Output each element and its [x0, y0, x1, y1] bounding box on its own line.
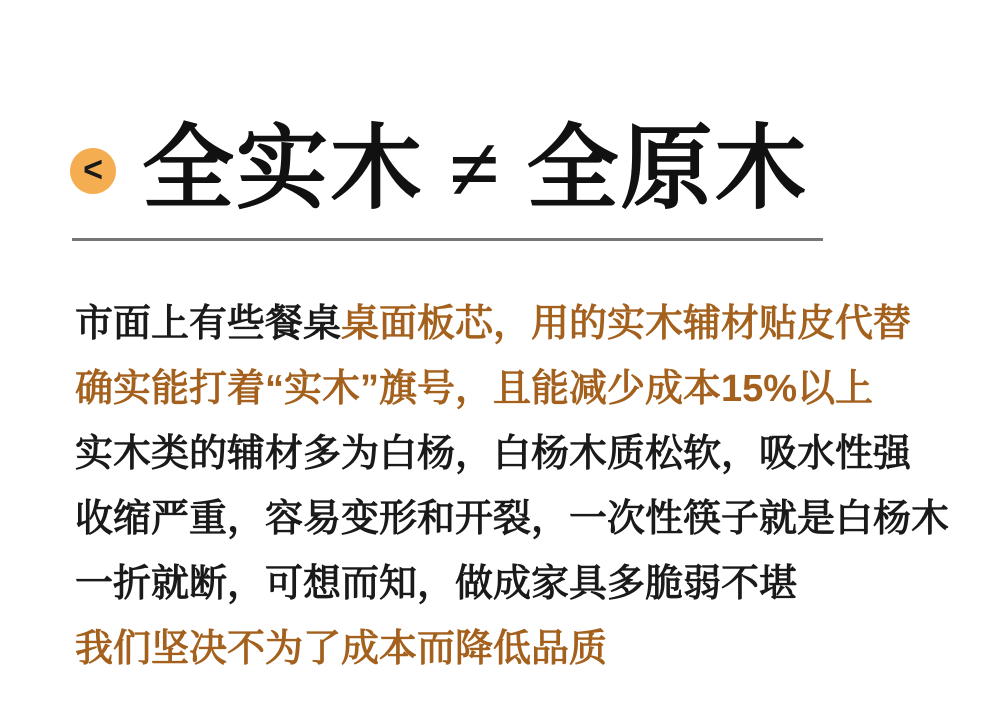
text-segment: 市面上有些餐桌 — [75, 303, 342, 345]
paragraph-line-1 — [75, 292, 935, 357]
chevron-left-icon: < — [83, 150, 103, 190]
text-segment: 收缩严重，容易变形和开裂，一次性筷子就是白杨木 — [75, 498, 950, 540]
paragraph-line-2 — [75, 357, 935, 422]
text-segment: 一折就断，可想而知，做成家具多脆弱不堪 — [75, 563, 798, 605]
paragraph-line-5 — [75, 552, 935, 617]
paragraph-line-4 — [75, 487, 950, 552]
text-segment-highlight: 桌面板芯，用的实木辅材贴皮代替 — [341, 303, 912, 345]
chevron-badge — [70, 148, 116, 194]
title-divider — [72, 238, 823, 241]
text-segment-highlight: 确实能打着“实木”旗号，且能减少成本15%以上 — [75, 368, 874, 410]
body-text — [75, 292, 950, 682]
text-segment-highlight: 我们坚决不为了成本而降低品质 — [75, 628, 608, 670]
paragraph-line-6 — [75, 617, 935, 682]
page-title: 全实木 ≠ 全原木 — [142, 118, 809, 220]
text-segment: 实木类的辅材多为白杨，白杨木质松软，吸水性强 — [75, 433, 912, 475]
paragraph-line-3 — [75, 422, 935, 487]
